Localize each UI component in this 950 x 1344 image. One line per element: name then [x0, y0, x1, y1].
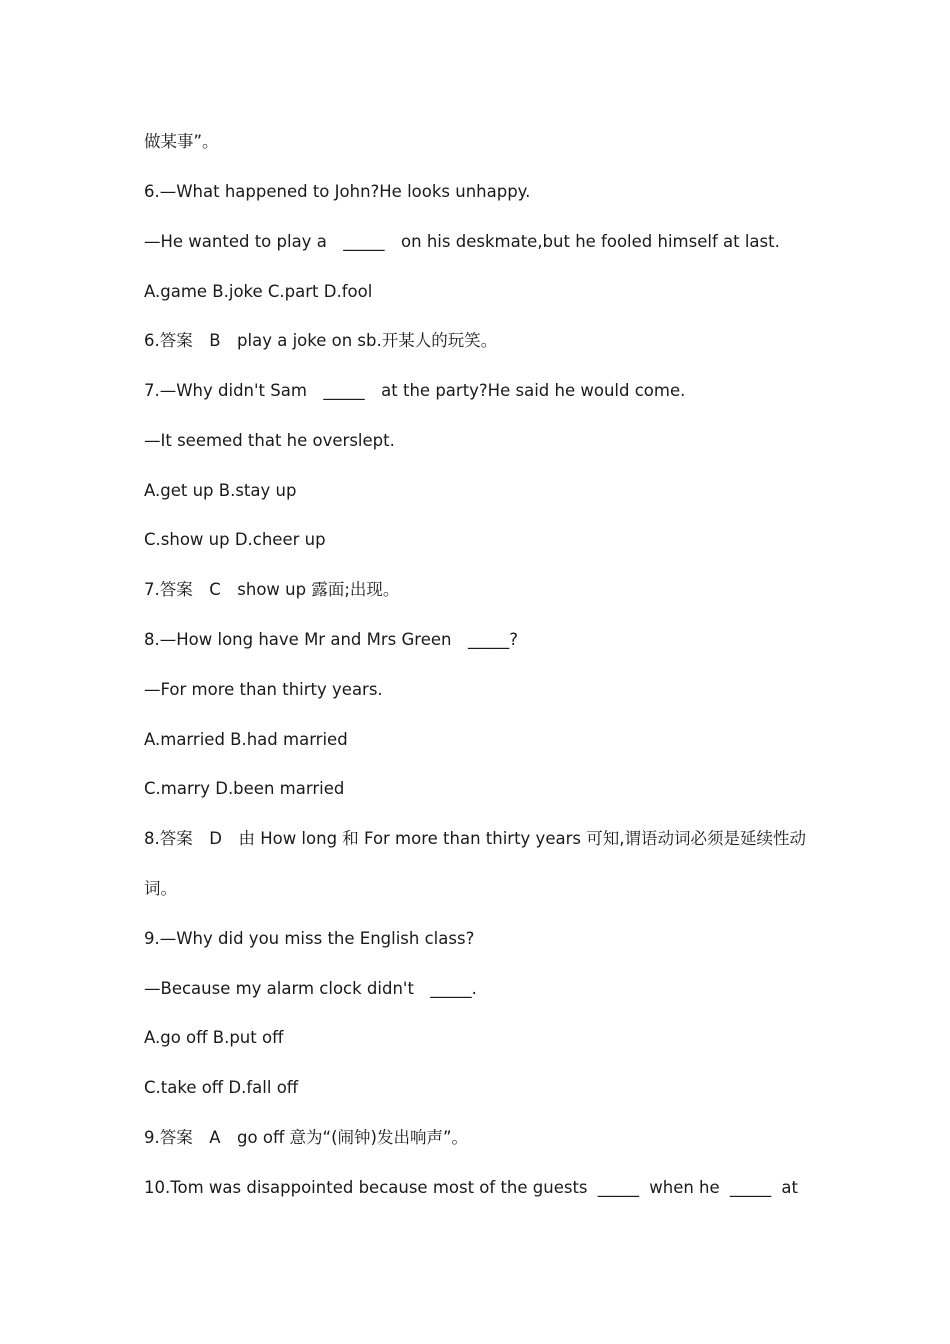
question-7-options-ab: A.get up B.stay up: [144, 481, 297, 500]
question-9-answer: 9.答案 A go off 意为“(闹钟)发出响声”。: [144, 1128, 469, 1147]
question-10-text-part1: 10.Tom was disappointed because most of the guests: [144, 1178, 588, 1197]
question-8-prompt: 8.—How long have Mr and Mrs Green _____?: [144, 630, 518, 649]
question-10-blank2: _____: [729, 1178, 772, 1197]
question-6-response: —He wanted to play a _____ on his deskmate,but he fooled himself at last.: [144, 232, 780, 251]
question-9-prompt: 9.—Why did you miss the English class?: [144, 929, 475, 948]
question-8-options-ab: A.married B.had married: [144, 730, 348, 749]
question-9-response: —Because my alarm clock didn't _____.: [144, 979, 477, 998]
question-6-answer: 6.答案 B play a joke on sb.开某人的玩笑。: [144, 331, 498, 350]
question-9-options-ab: A.go off B.put off: [144, 1028, 284, 1047]
question-8-response: —For more than thirty years.: [144, 680, 383, 699]
text-line: 做某事”。: [144, 132, 219, 151]
question-10-blank1: _____: [597, 1178, 640, 1197]
question-7-options-cd: C.show up D.cheer up: [144, 530, 326, 549]
question-10-text-part3: at: [781, 1178, 798, 1197]
question-8-answer: 8.答案 D 由 How long 和 For more than thirty years 可知,谓语动词必须是延续性动: [144, 829, 806, 848]
question-7-response: —It seemed that he overslept.: [144, 431, 395, 450]
question-9-options-cd: C.take off D.fall off: [144, 1078, 299, 1097]
question-6-prompt: 6.—What happened to John?He looks unhappy.: [144, 182, 531, 201]
question-8-answer-cont: 词。: [144, 879, 177, 898]
question-7-prompt: 7.—Why didn't Sam _____ at the party?He said he would come.: [144, 381, 686, 400]
question-7-answer: 7.答案 C show up 露面;出现。: [144, 580, 400, 599]
question-8-options-cd: C.marry D.been married: [144, 779, 345, 798]
question-10-prompt: [144, 1176, 798, 1200]
question-10-text-part2: when he: [649, 1178, 720, 1197]
question-6-options: A.game B.joke C.part D.fool: [144, 282, 373, 301]
